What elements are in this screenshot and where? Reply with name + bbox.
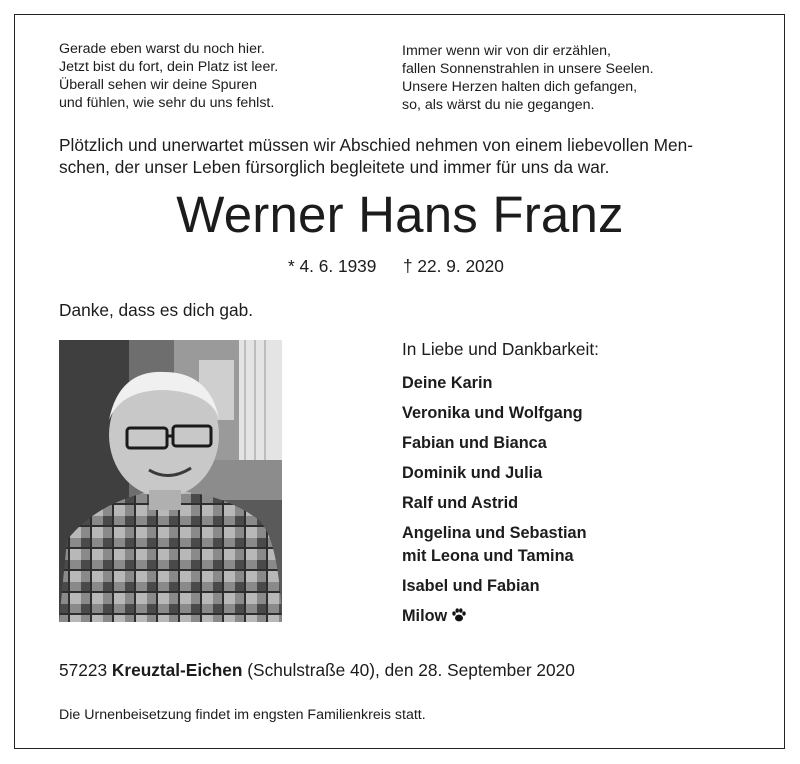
family-intro: In Liebe und Dankbarkeit:: [402, 339, 599, 359]
poem-line: und fühlen, wie sehr du uns fehlst.: [59, 95, 275, 111]
poem-left: [59, 40, 278, 112]
family-member: Dominik und Julia: [402, 464, 543, 482]
poem-line: Gerade eben warst du noch hier.: [59, 41, 265, 57]
family-member: Angelina und Sebastian: [402, 524, 587, 542]
place-date-line: [59, 659, 575, 681]
intro-text: [59, 134, 693, 178]
family-member: mit Leona und Tamina: [402, 547, 574, 565]
deceased-name: Werner Hans Franz: [176, 186, 624, 243]
poem-right: [402, 42, 654, 114]
poem-line: Unsere Herzen halten dich gefangen,: [402, 79, 638, 95]
portrait-photo: [59, 340, 282, 622]
death-date: † 22. 9. 2020: [403, 256, 504, 276]
birth-date: * 4. 6. 1939: [288, 256, 377, 276]
paw-icon: [451, 607, 467, 629]
poem-line: so, als wärst du nie gegangen.: [402, 97, 595, 113]
family-member: Fabian und Bianca: [402, 434, 547, 452]
address-date: (Schulstraße 40), den 28. September 2020: [247, 660, 575, 680]
family-member: Isabel und Fabian: [402, 577, 540, 595]
family-member: Veronika und Wolfgang: [402, 404, 583, 422]
thanks-line: Danke, dass es dich gab.: [59, 300, 254, 320]
family-member: Ralf und Astrid: [402, 494, 519, 512]
intro-line: Plötzlich und unerwartet müssen wir Abschied nehmen von einem liebevollen Men-: [59, 135, 693, 155]
city: Kreuztal-Eichen: [111, 660, 243, 680]
family-member-pet: [402, 605, 467, 629]
poem-line: fallen Sonnenstrahlen in unsere Seelen.: [402, 61, 654, 77]
poem-line: Immer wenn wir von dir erzählen,: [402, 43, 611, 59]
intro-line: schen, der unser Leben fürsorglich begleitete und immer für uns da war.: [59, 157, 610, 177]
zip-code: 57223: [59, 660, 108, 680]
burial-note: Die Urnenbeisetzung findet im engsten Familienkreis statt.: [59, 707, 426, 723]
poem-line: Überall sehen wir deine Spuren: [59, 77, 257, 93]
family-member: Deine Karin: [402, 374, 493, 392]
family-member: Milow: [402, 607, 448, 625]
poem-line: Jetzt bist du fort, dein Platz ist leer.: [59, 59, 279, 75]
